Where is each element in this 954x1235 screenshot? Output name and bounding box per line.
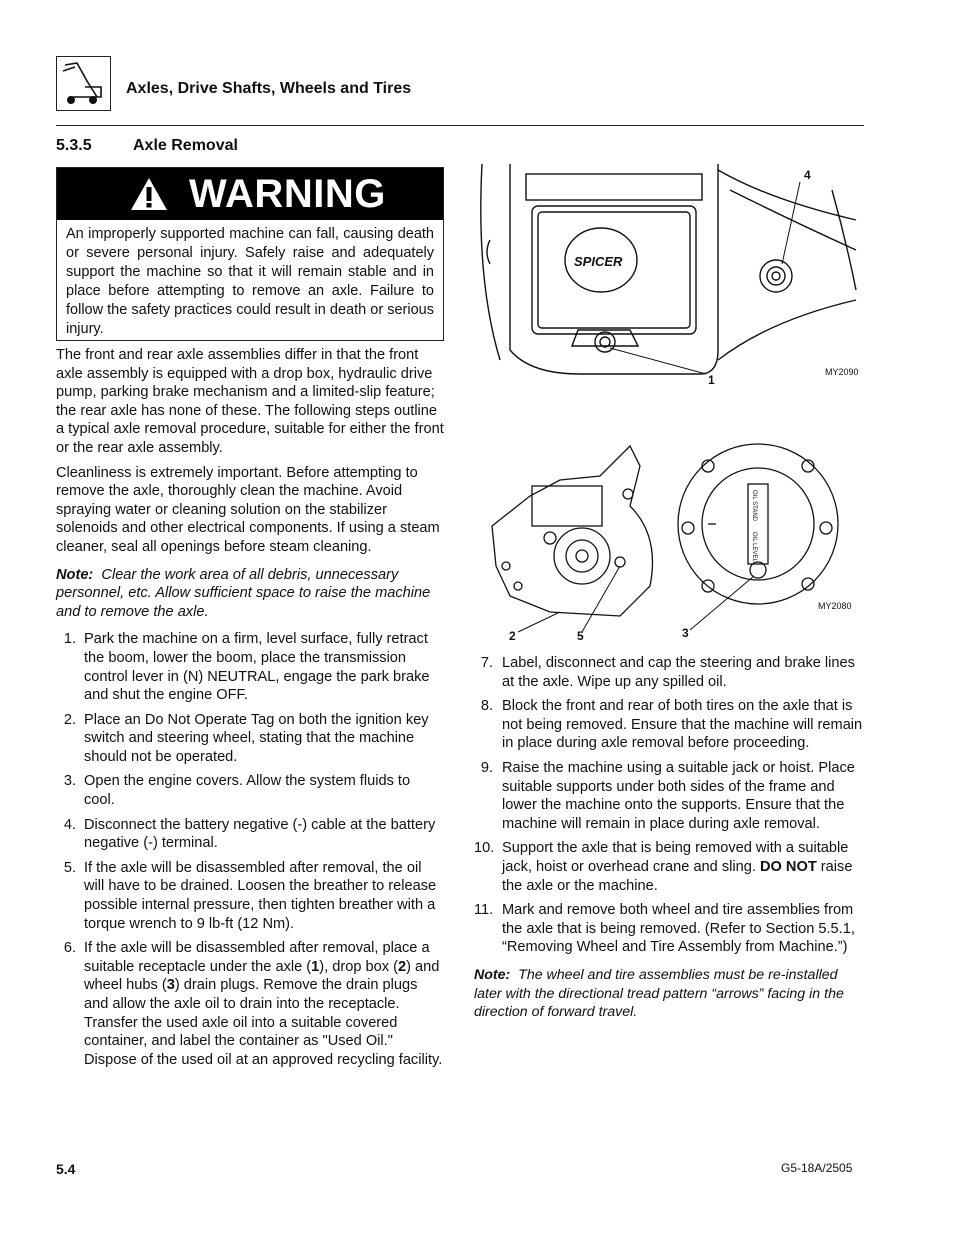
list-item: 6. If the axle will be disassembled after removal, place a suitable receptacle under the axle (1), drop box (2) and wheel hubs (3) drain plugs. Remove the drain plugs and allow the axle oil to drain into the receptacle. Transfer the used axle oil into a suitable covered container, and label the container as "Used Oil." Dispose of the used oil at an approved recycling facility. [63, 940, 443, 1068]
cleanliness-paragraph: Cleanliness is extremely important. Before attempting to remove the axle, thoroughly clean the machine. Avoid spraying water or cleaning solution on the stabilizer solenoids and other electrical components. If using a steam cleaner, seal all openings before steam cleaning. [56, 464, 440, 555]
warning-triangle-icon [129, 176, 169, 212]
section-number: 5.3.5 [56, 137, 92, 154]
warning-box [56, 167, 444, 341]
figure-axle-dropbox [470, 160, 864, 392]
intro-paragraph: The front and rear axle assemblies differ in that the front axle assembly is equipped with a drop box, hydraulic drive pump, parking brake mechanism and a limited-slip feature; the rear axle has none of these. The following steps outline a typical axle removal procedure, suitable for either the front or the rear axle assembly. [56, 347, 444, 456]
callout-5: 5 [577, 629, 584, 643]
document-code: G5-18A/2505 [781, 1161, 853, 1175]
note-label: Note: [56, 566, 94, 583]
list-item: 4. Disconnect the battery negative (-) cable at the battery negative (-) terminal. [63, 816, 436, 852]
steps-list-left [56, 630, 444, 1069]
list-item: 9. Raise the machine using a suitable jack or hoist. Place suitable supports under both sides of the frame and lower the machine onto the supports. Ensure that the machine will remain in place during axle removal. [480, 759, 855, 832]
figure-code: MY2080 [818, 601, 852, 611]
axle-dropbox-illustration [470, 160, 864, 392]
spicer-logo-text: SPICER [574, 254, 623, 269]
chapter-title: Axles, Drive Shafts, Wheels and Tires [126, 80, 412, 97]
figure-hub-dropbox [470, 436, 864, 648]
warning-word: WARNING [189, 172, 386, 216]
list-item: 11. Mark and remove both wheel and tire assemblies from the axle that is being removed. (Refer to Section 5.5.1, “Removing Wheel and Tire Assembly from Machine.”) [474, 902, 855, 956]
list-item: 1. Park the machine on a firm, level surface, fully retract the boom, lower the boom, place the transmission control lever in (N) NEUTRAL, engage the park brake and shut the engine OFF. [63, 631, 430, 704]
warning-banner [57, 168, 443, 220]
callout-2: 2 [509, 629, 516, 643]
note-label: Note: [474, 966, 511, 983]
oil-stand-label: OIL STAND [751, 490, 757, 522]
figure-code: MY2090 [825, 367, 859, 377]
note-clear-area [56, 566, 444, 622]
note-tire-direction [474, 966, 864, 1022]
list-item: 3. Open the engine covers. Allow the system fluids to cool. [63, 773, 411, 809]
list-item: 5. If the axle will be disassembled after removal, the oil will have to be drained. Loosen the breather to release possible internal pressure, then tighten breather with a torque wrench to 9 lb-ft (12 Nm). [63, 859, 437, 932]
list-item: 8. Block the front and rear of both tires on the axle that is not being removed. Ensure that the machine will remain in place during axle removal before proceeding. [480, 698, 863, 752]
steps-list-right [474, 654, 864, 957]
right-column [474, 654, 864, 1022]
list-item: 2. Place an Do Not Operate Tag on both the ignition key switch and steering wheel, stating that the machine should not be operated. [63, 711, 429, 765]
warning-text: An improperly supported machine can fall, causing death or severe personal injury. Safely raise and adequately support the machine so that it will remain stable and in place before attempting to remove an axle. Failure to follow the safety practices could result in death or serious injury. [66, 226, 434, 337]
callout-3: 3 [682, 626, 689, 640]
callout-1: 1 [708, 373, 715, 387]
note-text: The wheel and tire assemblies must be re-installed later with the directional tread pattern “arrows” facing in the direction of forward travel. [474, 966, 844, 1021]
maintenance-cart-icon [56, 56, 111, 111]
page-number: 5.4 [56, 1161, 76, 1177]
hub-dropbox-illustration [470, 436, 864, 648]
list-item: 10. Support the axle that is being removed with a suitable jack, hoist or overhead crane and sling. DO NOT raise the axle or the machine. [474, 840, 853, 894]
section-title: Axle Removal [133, 137, 238, 154]
header-rule [56, 125, 864, 126]
callout-4: 4 [804, 168, 811, 182]
note-text: Clear the work area of all debris, unnecessary personnel, etc. Allow sufficient space to raise the machine and to remove the axle. [56, 566, 431, 620]
list-item: 7. Label, disconnect and cap the steering and brake lines at the axle. Wipe up any spilled oil. [480, 655, 855, 690]
oil-level-label: OIL LEVEL [751, 532, 757, 562]
left-column [56, 346, 444, 1075]
